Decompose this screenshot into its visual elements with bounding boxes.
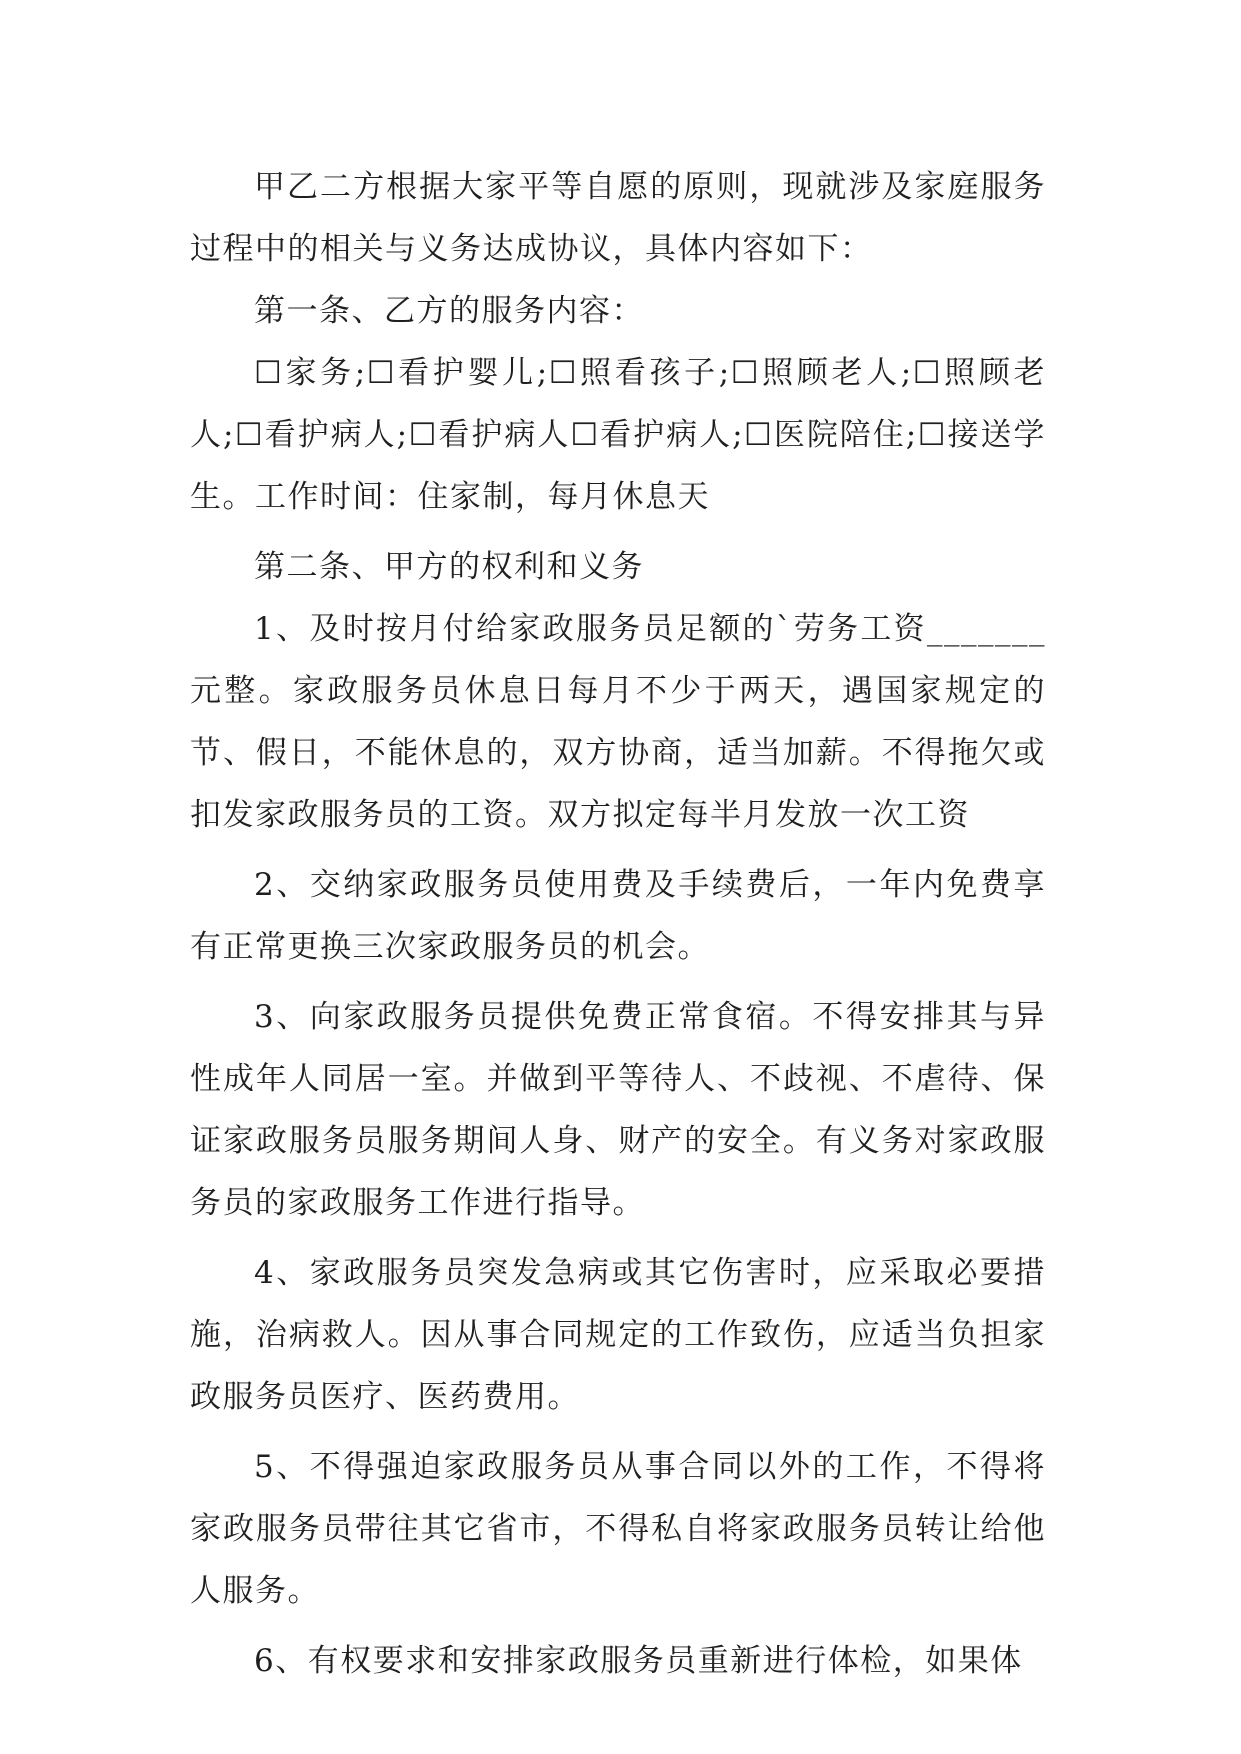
- service-options-paragraph: ☐家务;☐看护婴儿;☐照看孩子;☐照顾老人;☐照顾老人;☐看护病人;☐看护病人☐看护病人;☐医院陪住;☐接送学生。工作时间：住家制，每月休息天: [190, 355, 1046, 515]
- intro-paragraph: 甲乙二方根据大家平等自愿的原则，现就涉及家庭服务过程中的相关与义务达成协议，具体内容如下：: [190, 169, 1046, 267]
- clause-4: 4、家政服务员突发急病或其它伤害时，应采取必要措施，治病救人。因从事合同规定的工作致伤，应适当负担家政服务员医疗、医药费用。: [190, 1255, 1046, 1415]
- clause-3: 3、向家政服务员提供免费正常食宿。不得安排其与异性成年人同居一室。并做到平等待人、不歧视、不虐待、保证家政服务员服务期间人身、财产的安全。有义务对家政服务员的家政服务工作进行指导。: [190, 999, 1046, 1221]
- article-1-heading: 第一条、乙方的服务内容：: [254, 293, 644, 329]
- clause-2: 2、交纳家政服务员使用费及手续费后，一年内免费享有正常更换三次家政服务员的机会。: [190, 867, 1046, 965]
- clause-1: 1、及时按月付给家政服务员足额的`劳务工资_______元整。家政服务员休息日每月不少于两天，遇国家规定的节、假日，不能休息的，双方协商，适当加薪。不得拖欠或扣发家政服务员的工资。双方拟定每半月发放一次工资: [190, 611, 1046, 833]
- clause-5: 5、不得强迫家政服务员从事合同以外的工作，不得将家政服务员带往其它省市，不得私自将家政服务员转让给他人服务。: [190, 1449, 1046, 1609]
- article-2-heading: 第二条、甲方的权利和义务: [254, 549, 644, 585]
- document-body: [190, 156, 1046, 1700]
- clause-6: 6、有权要求和安排家政服务员重新进行体检，如果体: [254, 1643, 1023, 1679]
